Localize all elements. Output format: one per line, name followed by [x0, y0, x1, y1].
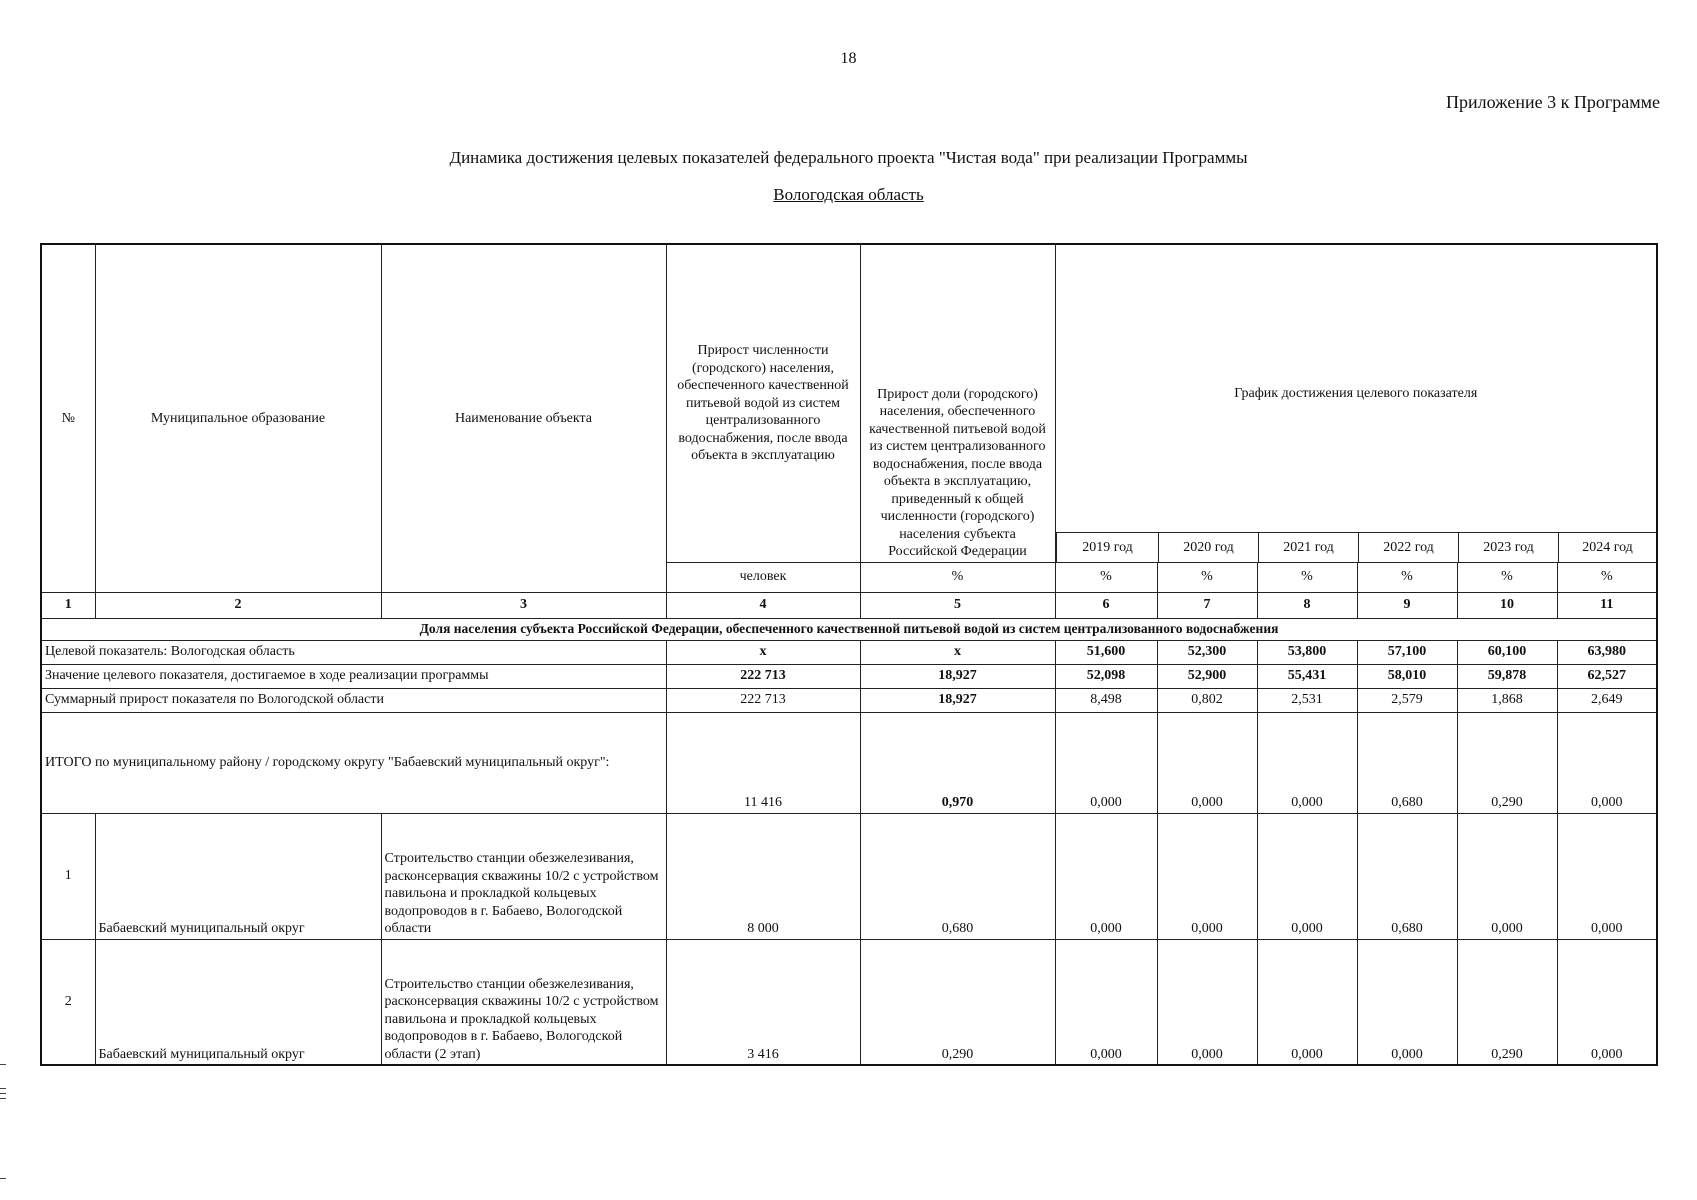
summary-cell: x	[860, 640, 1055, 664]
object-year-value: 0,000	[1557, 813, 1657, 939]
column-number: 10	[1457, 592, 1557, 618]
column-number: 8	[1257, 592, 1357, 618]
summary-year-value: 63,980	[1557, 640, 1657, 664]
summary-cell: 222 713	[666, 664, 860, 688]
header-population-growth: Прирост численности (городского) населения, обеспеченного качественной питьевой водой из систем централизованного водоснабжения, после ввода объекта в эксплуатацию	[666, 244, 860, 562]
total-label: ИТОГО по муниципальному району / городскому округу "Бабаевский муниципальный округ":	[41, 712, 666, 813]
object-year-value: 0,000	[1357, 939, 1457, 1065]
margin-mark	[0, 1093, 6, 1094]
margin-mark	[0, 1098, 6, 1099]
total-year-value: 0,000	[1257, 712, 1357, 813]
object-year-value: 0,000	[1157, 939, 1257, 1065]
column-number: 4	[666, 592, 860, 618]
object-row	[41, 939, 1657, 1065]
column-number: 3	[381, 592, 666, 618]
summary-row	[41, 688, 1657, 712]
object-name: Строительство станции обезжелезивания, расконсервация скважины 10/2 с устройством павильона и прокладкой кольцевых водопроводов в г. Бабаево, Вологодской области	[381, 813, 666, 939]
object-year-value: 0,000	[1157, 813, 1257, 939]
summary-year-value: 51,600	[1055, 640, 1157, 664]
header-no: №	[41, 244, 95, 592]
object-year-value: 0,290	[1457, 939, 1557, 1065]
document-title: Динамика достижения целевых показателей федерального проекта "Чистая вода" при реализации Программы	[449, 148, 1248, 167]
summary-year-value: 53,800	[1257, 640, 1357, 664]
section-title-row	[41, 618, 1657, 640]
summary-cell: 18,927	[860, 664, 1055, 688]
object-year-value: 0,000	[1557, 939, 1657, 1065]
section-title: Доля населения субъекта Российской Федерации, обеспеченного качественной питьевой водой из систем централизованного водоснабжения	[41, 618, 1657, 640]
summary-year-value: 2,579	[1357, 688, 1457, 712]
object-year-value: 0,000	[1055, 939, 1157, 1065]
object-municipality: Бабаевский муниципальный округ	[95, 813, 381, 939]
summary-year-value: 55,431	[1257, 664, 1357, 688]
column-number: 5	[860, 592, 1055, 618]
column-number-row	[41, 592, 1657, 618]
summary-cell: x	[666, 640, 860, 664]
unit-cell: человек	[666, 562, 860, 592]
summary-cell: 222 713	[666, 688, 860, 712]
summary-year-value: 62,527	[1557, 664, 1657, 688]
summary-row	[41, 640, 1657, 664]
header-municipality: Муниципальное образование	[95, 244, 381, 592]
column-number: 9	[1357, 592, 1457, 618]
summary-year-value: 8,498	[1055, 688, 1157, 712]
margin-mark	[0, 1088, 6, 1089]
summary-row	[41, 664, 1657, 688]
object-share: 0,680	[860, 813, 1055, 939]
table-header-row	[41, 244, 1657, 562]
summary-year-value: 59,878	[1457, 664, 1557, 688]
summary-year-value: 2,531	[1257, 688, 1357, 712]
header-object-name: Наименование объекта	[381, 244, 666, 592]
summary-year-value: 52,900	[1157, 664, 1257, 688]
column-number: 2	[95, 592, 381, 618]
total-cell: 0,970	[860, 712, 1055, 813]
summary-year-value: 57,100	[1357, 640, 1457, 664]
total-year-value: 0,000	[1557, 712, 1657, 813]
total-year-value: 0,290	[1457, 712, 1557, 813]
region-name: Вологодская область	[773, 185, 924, 204]
object-municipality: Бабаевский муниципальный округ	[95, 939, 381, 1065]
unit-cell: %	[1557, 562, 1657, 592]
year-header-strip	[1056, 532, 1656, 562]
summary-label: Значение целевого показателя, достигаемое в ходе реализации программы	[41, 664, 666, 688]
object-year-value: 0,000	[1055, 813, 1157, 939]
summary-year-value: 0,802	[1157, 688, 1257, 712]
summary-year-value: 60,100	[1457, 640, 1557, 664]
total-year-value: 0,000	[1055, 712, 1157, 813]
region-heading	[0, 185, 1697, 205]
header-schedule: График достижения целевого показателя	[1055, 244, 1657, 562]
summary-label: Целевой показатель: Вологодская область	[41, 640, 666, 664]
summary-label: Суммарный прирост показателя по Вологодской области	[41, 688, 666, 712]
unit-cell: %	[1257, 562, 1357, 592]
summary-year-value: 1,868	[1457, 688, 1557, 712]
object-year-value: 0,680	[1357, 813, 1457, 939]
margin-mark	[0, 1178, 6, 1179]
header-share-growth: Прирост доли (городского) населения, обеспеченного качественной питьевой водой из систем централизованного водоснабжения, после ввода объекта в эксплуатацию, приведенный к общей численности (городского) населения субъекта Российской Федерации	[860, 244, 1055, 562]
summary-year-value: 52,300	[1157, 640, 1257, 664]
total-cell: 11 416	[666, 712, 860, 813]
page-number: 18	[840, 50, 857, 67]
year-header: 2021 год	[1258, 533, 1358, 562]
summary-cell: 18,927	[860, 688, 1055, 712]
object-year-value: 0,000	[1257, 939, 1357, 1065]
year-header: 2022 год	[1358, 533, 1458, 562]
margin-mark	[0, 1064, 6, 1065]
total-year-value: 0,000	[1157, 712, 1257, 813]
object-no: 2	[41, 939, 95, 1065]
object-year-value: 0,000	[1457, 813, 1557, 939]
year-header: 2024 год	[1558, 533, 1656, 562]
indicators-table	[40, 243, 1658, 1066]
column-number: 7	[1157, 592, 1257, 618]
appendix-label: Приложение 3 к Программе	[1446, 92, 1660, 112]
summary-year-value: 52,098	[1055, 664, 1157, 688]
object-population: 8 000	[666, 813, 860, 939]
object-population: 3 416	[666, 939, 860, 1065]
column-number: 11	[1557, 592, 1657, 618]
summary-year-value: 58,010	[1357, 664, 1457, 688]
total-row	[41, 712, 1657, 813]
column-number: 1	[41, 592, 95, 618]
object-no: 1	[41, 813, 95, 939]
unit-cell: %	[1457, 562, 1557, 592]
unit-cell: %	[1357, 562, 1457, 592]
unit-cell: %	[860, 562, 1055, 592]
year-header: 2019 год	[1056, 533, 1158, 562]
year-header: 2020 год	[1158, 533, 1258, 562]
object-year-value: 0,000	[1257, 813, 1357, 939]
summary-year-value: 2,649	[1557, 688, 1657, 712]
object-name: Строительство станции обезжелезивания, расконсервация скважины 10/2 с устройством павильона и прокладкой кольцевых водопроводов в г. Бабаево, Вологодской области (2 этап)	[381, 939, 666, 1065]
object-row	[41, 813, 1657, 939]
unit-cell: %	[1157, 562, 1257, 592]
total-year-value: 0,680	[1357, 712, 1457, 813]
object-share: 0,290	[860, 939, 1055, 1065]
unit-cell: %	[1055, 562, 1157, 592]
column-number: 6	[1055, 592, 1157, 618]
year-header: 2023 год	[1458, 533, 1558, 562]
